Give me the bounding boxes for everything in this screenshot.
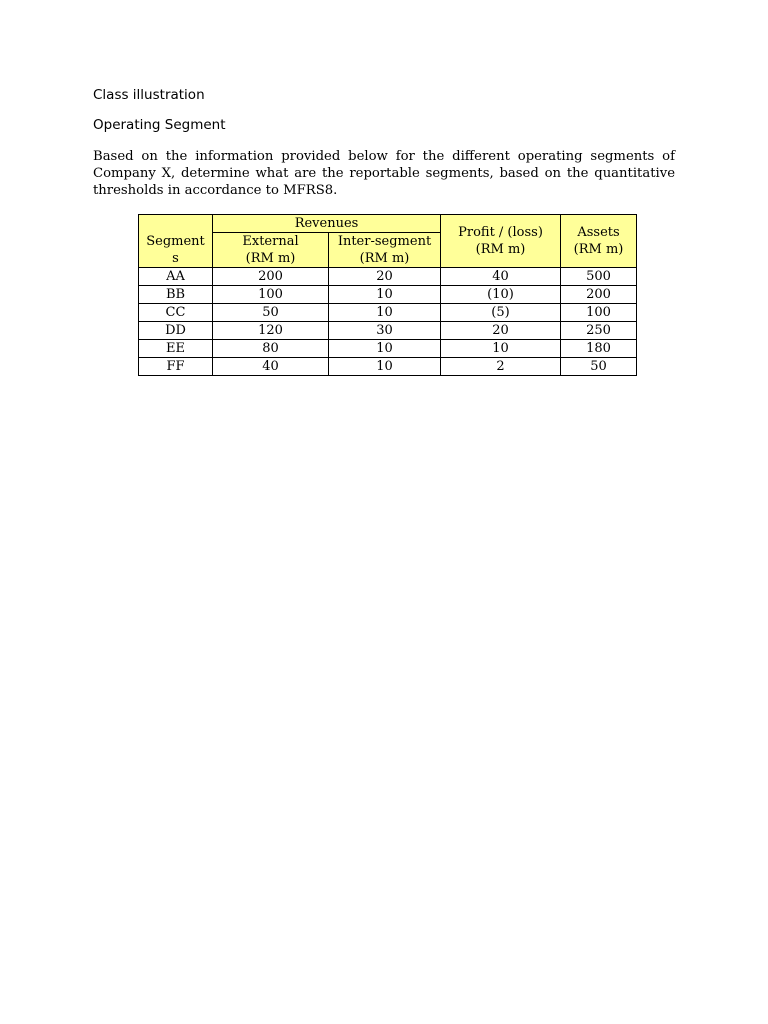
table-row xyxy=(139,304,637,322)
class-illustration-heading: Class illustration xyxy=(93,87,205,103)
segment-table-header xyxy=(139,215,637,268)
inter-segment-cell: 30 xyxy=(329,322,441,340)
assets-cell: 500 xyxy=(561,268,637,286)
assets-header-line2: (RM m) xyxy=(573,242,624,257)
inter-segment-cell: 10 xyxy=(329,304,441,322)
segment-cell: FF xyxy=(139,358,213,376)
assets-column-header xyxy=(561,215,637,268)
inter-segment-cell: 10 xyxy=(329,340,441,358)
assets-cell: 200 xyxy=(561,286,637,304)
inter-segment-cell: 10 xyxy=(329,286,441,304)
profit-cell: 10 xyxy=(441,340,561,358)
question-paragraph: Based on the information provided below for the different operating segments of Company X, determine what are the reportable segments, based on the quantitative thresholds in accordance to MFRS8. xyxy=(93,149,675,198)
segment-cell: EE xyxy=(139,340,213,358)
external-header-line2: (RM m) xyxy=(245,251,296,266)
inter-segment-cell: 20 xyxy=(329,268,441,286)
table-row xyxy=(139,340,637,358)
profit-cell: 2 xyxy=(441,358,561,376)
assets-cell: 50 xyxy=(561,358,637,376)
assets-cell: 250 xyxy=(561,322,637,340)
segments-header-line1: Segment xyxy=(146,234,205,249)
external-cell: 80 xyxy=(213,340,329,358)
assets-cell: 100 xyxy=(561,304,637,322)
external-cell: 100 xyxy=(213,286,329,304)
external-cell: 40 xyxy=(213,358,329,376)
inter-segment-column-header xyxy=(329,233,441,268)
external-cell: 200 xyxy=(213,268,329,286)
external-cell: 120 xyxy=(213,322,329,340)
operating-segment-heading: Operating Segment xyxy=(93,117,226,133)
segment-table xyxy=(138,214,637,376)
segment-table-body xyxy=(139,268,637,376)
table-row xyxy=(139,322,637,340)
profit-cell: (10) xyxy=(441,286,561,304)
table-row xyxy=(139,268,637,286)
segment-cell: CC xyxy=(139,304,213,322)
profit-header-line2: (RM m) xyxy=(475,242,526,257)
inter-header-line2: (RM m) xyxy=(359,251,410,266)
external-header-line1: External xyxy=(242,234,299,249)
segment-cell: AA xyxy=(139,268,213,286)
profit-cell: (5) xyxy=(441,304,561,322)
segments-column-header xyxy=(139,215,213,268)
segment-cell: DD xyxy=(139,322,213,340)
profit-cell: 20 xyxy=(441,322,561,340)
table-row xyxy=(139,286,637,304)
revenues-group-header: Revenues xyxy=(213,215,441,233)
inter-segment-cell: 10 xyxy=(329,358,441,376)
inter-header-line1: Inter-segment xyxy=(337,234,432,249)
assets-header-line1: Assets xyxy=(577,225,620,240)
assets-cell: 180 xyxy=(561,340,637,358)
profit-header-line1: Profit / (loss) xyxy=(458,225,543,240)
profit-cell: 40 xyxy=(441,268,561,286)
segments-header-line2: s xyxy=(172,251,179,266)
table-row xyxy=(139,358,637,376)
segment-cell: BB xyxy=(139,286,213,304)
external-column-header xyxy=(213,233,329,268)
external-cell: 50 xyxy=(213,304,329,322)
profit-column-header xyxy=(441,215,561,268)
